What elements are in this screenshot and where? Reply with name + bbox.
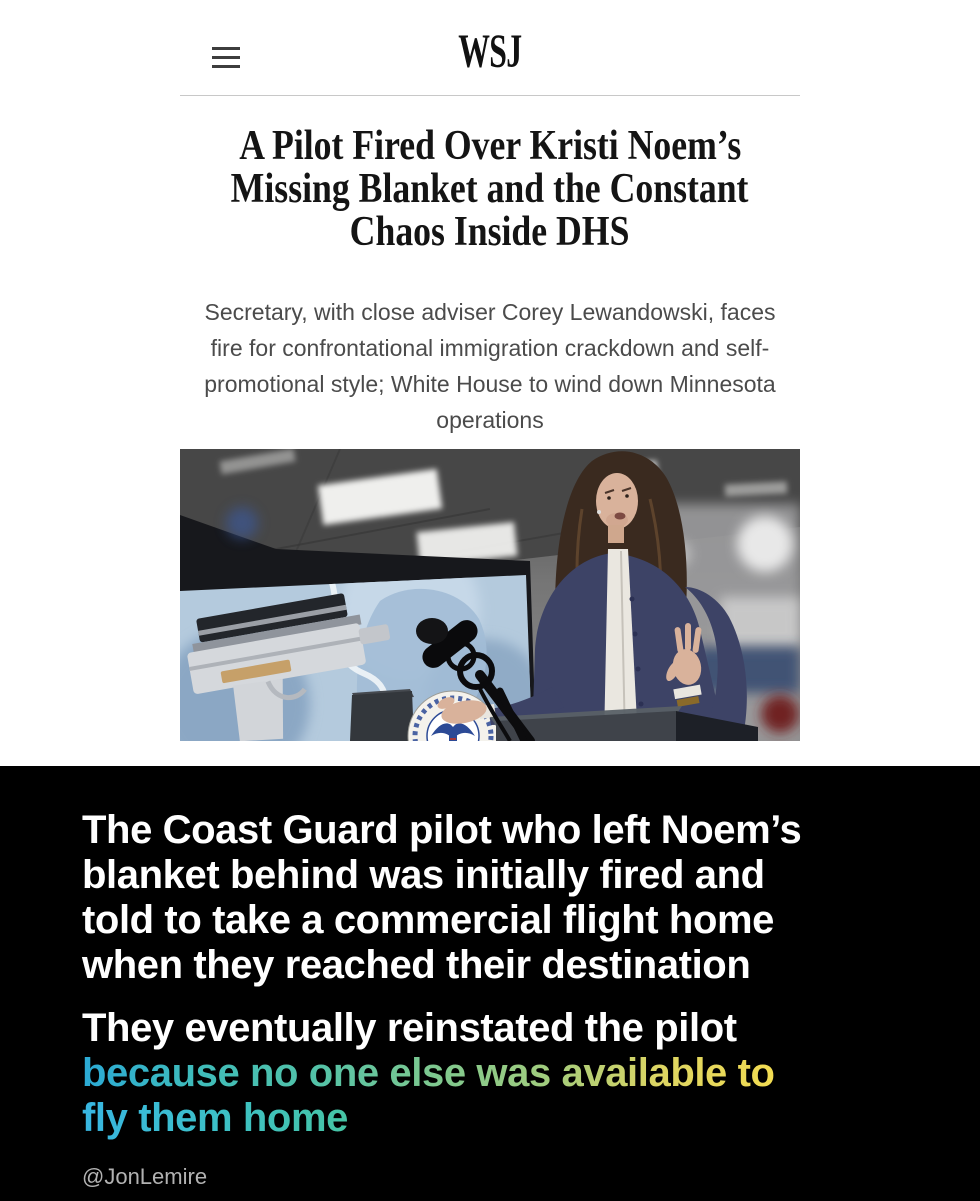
article-column (180, 0, 800, 741)
wsj-logo[interactable]: WSJ (458, 25, 522, 78)
subheadline-line: operations (436, 407, 544, 433)
overlay-paragraph1 (82, 808, 940, 988)
overlay-line: when they reached their destination (82, 943, 751, 987)
gradient-line: because no one else was available to (82, 1051, 775, 1095)
masthead (180, 0, 800, 96)
gradient-text (82, 1051, 940, 1141)
commentary-overlay (0, 766, 980, 1201)
subheadline-line: fire for confrontational immigration crackdown and self- (210, 335, 770, 361)
subheadline-line: promotional style; White House to wind down Minnesota (204, 371, 776, 397)
overlay-line: blanket behind was initially fired and (82, 853, 765, 897)
overlay-lead-line: They eventually reinstated the pilot (82, 1006, 737, 1050)
photo-illustration (180, 449, 800, 741)
podium-left-box (350, 689, 414, 741)
mic-windscreen (416, 618, 448, 644)
overlay-paragraph2 (82, 1006, 940, 1141)
article-subheadline (180, 294, 800, 438)
article-headline (180, 125, 800, 254)
neck (608, 525, 624, 543)
headline-line: Missing Blanket and the Constant (231, 166, 749, 212)
mouth (615, 513, 626, 520)
gradient-line: fly them home (82, 1096, 348, 1140)
logo-wrap (180, 25, 800, 78)
headline-line: A Pilot Fired Over Kristi Noem’s (238, 123, 742, 169)
overlay-line: The Coast Guard pilot who left Noem’s (82, 808, 802, 852)
subheadline-line: Secretary, with close adviser Corey Lewandowski, faces (204, 299, 776, 325)
attribution-handle: @JonLemire (82, 1164, 208, 1189)
article-photo (180, 449, 800, 741)
headline-line: Chaos Inside DHS (350, 209, 630, 255)
overlay-line: told to take a commercial flight home (82, 898, 774, 942)
